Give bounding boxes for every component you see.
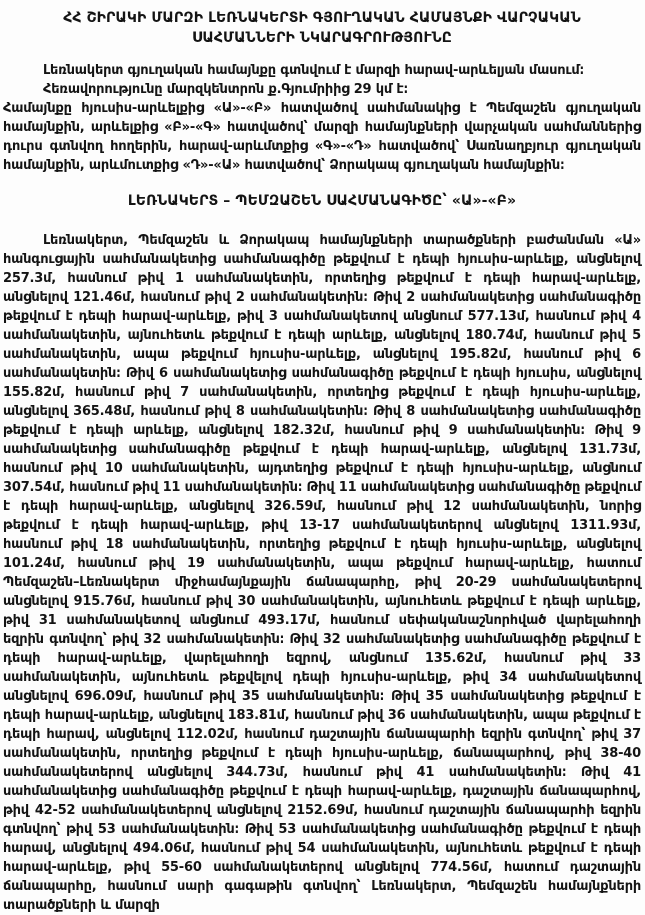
- intro-location-sentence: Լեռնակերտ գյուղական համայնքը գտնվում է մարզի հարավ-արևելյան մասում։: [43, 63, 585, 78]
- document-title-line-2: ՍԱՀՄԱՆՆԵՐԻ ՆԿԱՐԱԳՐՈՒԹՅՈՒՆԸ: [192, 30, 452, 46]
- section-heading: ԼԵՌՆԱԿԵՐՏ – ՊԵՄԶԱՇԵՆ ՍԱՀՄԱՆԱԳԻԾԸ՝ «Ա»-«Բ»: [127, 193, 517, 209]
- document-title-line-1: ՀՀ ՇԻՐԱԿԻ ՄԱՐԶԻ ԼԵՌՆԱԿԵՐՏԻ ԳՅՈՒՂԱԿԱՆ ՀԱՄԱՅՆՔԻ ՎԱՐՉԱԿԱՆ: [63, 10, 581, 26]
- document-title: [3, 8, 641, 48]
- boundary-description-paragraph: Լեռնակերտ, Պեմզաշեն և Ձորակապ համայնքների տարածքների բաժանման «Ա» հանգուցային սահմանակետից սահմանագիծը թեքվում է դեպի հյուսիս-արևելք, անցնելով 257.3մ, հասնում թիվ 1 սահմանակետին, որտեղից թեքվում է դեպի հարավ-արևելք, անցնելով 121.46մ, հասնում թիվ 2 սահմանակետին։ Թիվ 2 սահմանակետից սահմանագիծը թեքվում է դեպի հարավ-արևելք, թիվ 3 սահմանակետով անցնում 577.13մ, հասնում թիվ 4 սահմանակետին, այնուհետև թեքվում է դեպի արևելք, անցնելով 180.74մ, հասնում թիվ 5 սահմանակետին, ապա թեքվում հյուսիս-արևելք, անցնելով 195.82մ, հասնում թիվ 6 սահմանակետին։ Թիվ 6 սահմանակետից սահմանագիծը թեքվում է դեպի հյուսիս, անցնելով 155.82մ, հասնում թիվ 7 սահմանակետին, որտեղից թեքվում է դեպի հյուսիս-արևելք, անցնելով 365.48մ, հասնում թիվ 8 սահմանակետին։ Թիվ 8 սահմանակետից սահմանագիծը թեքվում է դեպի արևելք, անցնելով 182.32մ, հասնում թիվ 9 սահմանակետին։ Թիվ 9 սահմանակետից սահմանագիծը թեքվում է դեպի հարավ-արևելք, անցնելով 131.73մ, հասնում թիվ 10 սահմանակետին, այդտեղից թեքվում է դեպի հյուսիս-արևելք, անցնում 307.54մ, հասնում թիվ 11 սահմանակետին։ Թիվ 11 սահմանակետից սահմանագիծը թեքվում է դեպի հարավ-արևելք, անցնելով 326.59մ, հասնում թիվ 12 սահմանակետին, նորից թեքվում է դեպի հարավ-արևելք, թիվ 13-17 սահմանակետերով անցնելով 1311.93մ, հասնում թիվ 18 սահմանակետին, որտեղից թեքվում է դեպի հյուսիս-արևելք, անցնելով 101.24մ, հասնում թիվ 19 սահմանակետին, ապա թեքվում հարավ-արևելք, հատում Պեմզաշեն–Լեռնակերտ միջհամայնքային ճանապարհը, թիվ 20-29 սահմանակետերով անցնելով 915.76մ, հասնում թիվ 30 սահմանակետին, այնուհետև թեքվում է դեպի արևելք, թիվ 31 սահմանակետով անցնում 493.17մ, հասնում սեփականաշնորհված վարելահողի եզրին գտնվող՝ թիվ 32 սահմանակետին։ Թիվ 32 սահմանակետից սահմանագիծը թեքվում է դեպի հարավ-արևելք, վարելահողի եզրով, անցնում 135.62մ, հասնում թիվ 33 սահմանակետին, այնուհետև թեքվելով դեպի հյուսիս-արևելք, թիվ 34 սահմանակետով անցնելով 696.09մ, հասնում թիվ 35 սահմանակետին։ Թիվ 35 սահմանակետից թեքվում է դեպի հարավ-արևելք, անցնելով 183.81մ, հասնում թիվ 36 սահմանակետին, ապա թեքվում է դեպի հարավ, անցնելով 112.02մ, հասնում դաշտային ճանապարհի եզրին գտնվող՝ թիվ 37 սահմանակետին, որտեղից թեքվում է դեպի հյուսիս-արևելք, ճանապարհով, թիվ 38-40 սահմանակետերով անցնելով 344.73մ, հասնում թիվ 41 սահմանակետին։ Թիվ 41 սահմանակետից սահմանագիծը թեքվում է դեպի հարավ-արևելք, դաշտային ճանապարհով, թիվ 42-52 սահմանակետերով անցնելով 2152.69մ, հասնում դաշտային ճանապարհի եզրին գտնվող՝ թիվ 53 սահմանակետին։ Թիվ 53 սահմանակետից սահմանագիծը թեքվում է դեպի հարավ, անցնելով 494.06մ, հասնում թիվ 54 սահմանակետին, այնուհետև թեքվում է դեպի հարավ-արևելք, թիվ 55-60 սահմանակետերով անցնելով 774.56մ, հատում դաշտային ճանապարհը, հասնում սարի գագաթին գտնվող՝ Լեռնակերտ, Պեմզաշեն համայնքների տարածքների և մարզի: [3, 233, 641, 913]
- intro-distance-sentence: Հեռավորությունը մարզկենտրոն ք.Գյումրիից 29 կմ է։: [43, 82, 408, 97]
- intro-block: [3, 61, 641, 175]
- boundary-overview-paragraph: Համայնքը հյուսիս-արևելքից «Ա»-«Բ» հատվածով սահմանակից է Պեմզաշեն գյուղական համայնքին, արևելքից «Բ»-«Գ» հատվածով՝ մարզի համայնքների վարչական սահմաններից դուրս գտնվող հողերին, հարավ-արևմտքից «Գ»-«Դ» հատվածով՝ Սառնաղբյուր գյուղական համայնքին, արևմուտքից «Դ»-«Ա» հատվածով՝ Ձորակապ գյուղական համայնքին։: [3, 101, 641, 173]
